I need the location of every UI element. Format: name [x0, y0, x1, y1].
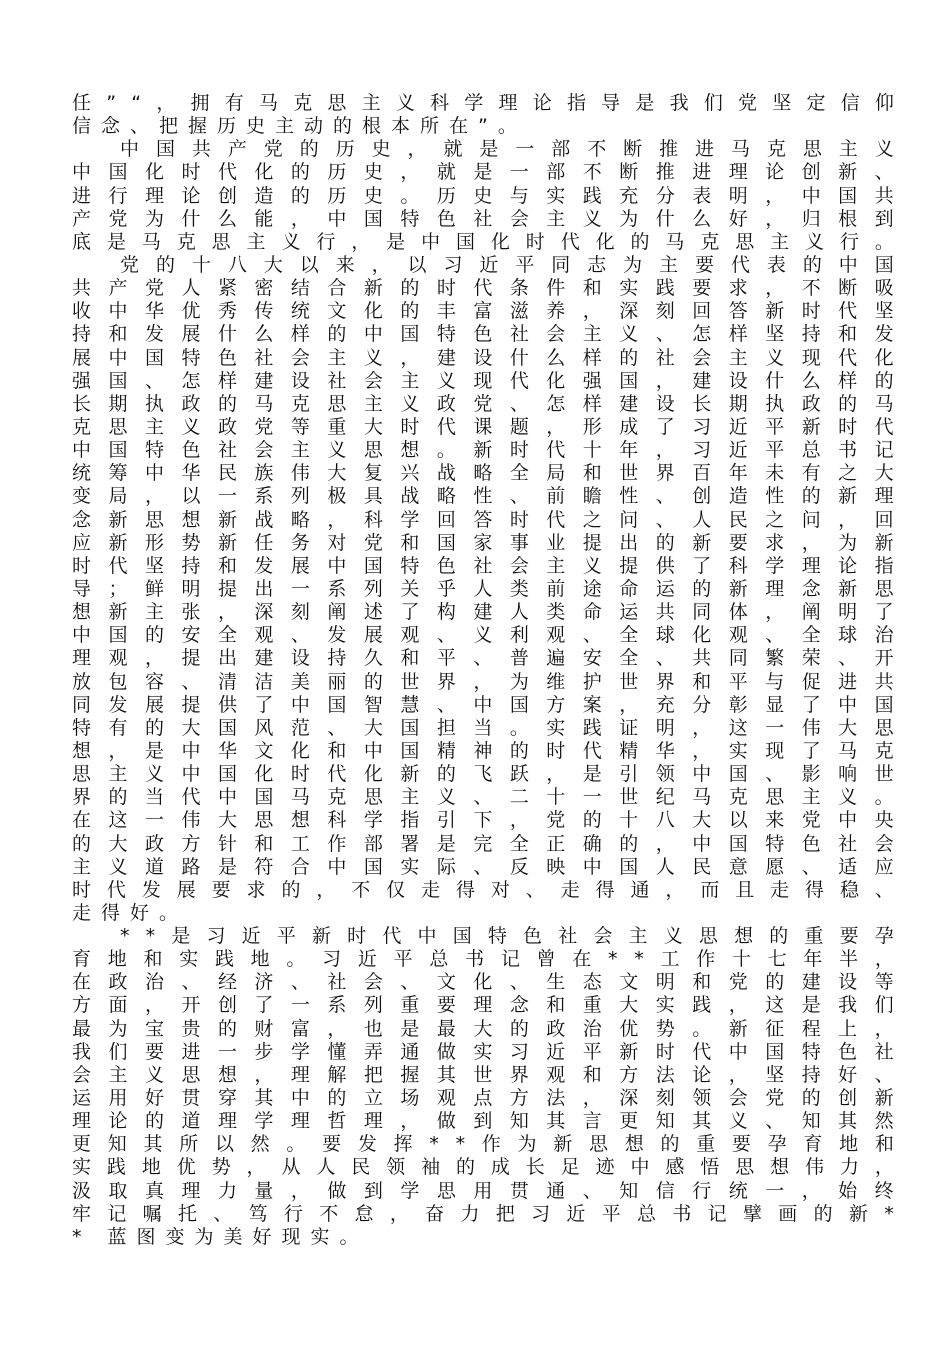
- text-line: 育 地 和 实 践 地 。 习 近 平 总 书 记 曾 在 * * 工 作 十 七 年 半 ，: [72, 948, 894, 971]
- text-line: 持 和 发 展 什 么 样 的 中 国 特 色 社 会 主 义 、 怎 样 坚 持 和 发: [72, 323, 894, 346]
- text-line: 实 践 地 优 势 ， 从 人 民 领 袖 的 成 长 足 迹 中 感 悟 思 想 伟 力 ，: [72, 1156, 894, 1179]
- text-line: 会 主 义 思 想 ， 理 解 把 握 其 世 界 观 和 方 法 论 ， 坚 持 好 、: [72, 1063, 894, 1086]
- text-line: 产 党 为 什 么 能 ， 中 国 特 色 社 会 主 义 为 什 么 好 ， 归 根 到: [72, 207, 894, 230]
- text-line: 理 论 的 道 理 学 理 哲 理 ， 做 到 知 其 言 更 知 其 义 、 知 其 然: [72, 1110, 894, 1133]
- text-line: 思 主 义 中 国 化 时 代 化 新 的 飞 跃 ， 是 引 领 中 国 、 影 响 世: [72, 763, 894, 786]
- text-line: 我 们 要 进 一 步 学 懂 弄 通 做 实 习 近 平 新 时 代 中 国 特 色 社: [72, 1040, 894, 1063]
- text-line: 中 国 的 安 全 观 、 发 展 观 、 义 利 观 、 全 球 化 观 、 全 球 治: [72, 624, 894, 647]
- text-line: 时 代 坚 持 和 发 展 中 国 特 色 社 会 主 义 提 供 了 科 学 理 论 指: [72, 554, 894, 577]
- text-line: 应 新 形 势 新 任 务 对 党 和 国 家 事 业 提 出 的 新 要 求 ， 为 新: [72, 531, 894, 554]
- text-line: 共 产 党 人 紧 密 结 合 新 的 时 代 条 件 和 实 践 要 求 ， 不 断 吸: [72, 277, 894, 300]
- text-line: 想 ， 是 中 华 文 化 和 中 国 精 神 的 时 代 精 华 ， 实 现 了 马 克: [72, 739, 894, 762]
- text-line: 时 代 发 展 要 求 的 ， 不 仅 走 得 对 、 走 得 通 ， 而 且 走 得 稳 、: [72, 878, 894, 901]
- document-body: [72, 92, 894, 1249]
- text-line: 最 为 宝 贵 的 财 富 ， 也 是 最 大 的 政 治 优 势 。 新 征 程 上 ，: [72, 1017, 894, 1040]
- text-line: 中 国 共 产 党 的 历 史 ， 就 是 一 部 不 断 推 进 马 克 思 主 义: [120, 138, 894, 161]
- text-line: 变 局 ， 以 一 系 列 极 具 战 略 性 、 前 瞻 性 、 创 造 性 的 新 理: [72, 485, 894, 508]
- text-line: 放 包 容 、 清 洁 美 丽 的 世 界 ， 为 维 护 世 界 和 平 与 促 进 共: [72, 670, 894, 693]
- text-line: 方 面 ， 开 创 了 一 系 列 重 要 理 念 和 重 大 实 践 ， 这 是 我 们: [72, 994, 894, 1017]
- text-line: 长 期 执 政 的 马 克 思 主 义 政 党 、 怎 样 建 设 长 期 执 政 的 马: [72, 392, 894, 415]
- text-line: 想 新 主 张 ， 深 刻 阐 述 了 构 建 人 类 命 运 共 同 体 ， 阐 明 了: [72, 601, 894, 624]
- text-line: 信念、把握历史主动的根本所在”。: [72, 115, 527, 138]
- text-line: 中 国 特 色 社 会 主 义 思 想 。 新 时 代 十 年 ， 习 近 平 总 书 记: [72, 439, 894, 462]
- text-line: 克 思 主 义 政 党 等 重 大 时 代 课 题 ， 形 成 了 习 近 平 新 时 代: [72, 415, 894, 438]
- text-line: * 蓝图变为美好现实。: [72, 1225, 369, 1248]
- text-line: 统 筹 中 华 民 族 伟 大 复 兴 战 略 全 局 和 世 界 百 年 未 有 之 大: [72, 462, 894, 485]
- text-line: 牢 记 嘱 托 、 笃 行 不 怠 ， 奋 力 把 习 近 平 总 书 记 擘 画 的 新 *: [72, 1202, 894, 1225]
- text-line: 主 义 道 路 是 符 合 中 国 实 际 、 反 映 中 国 人 民 意 愿 、 适 应: [72, 855, 894, 878]
- text-line: 在 政 治 、 经 济 、 社 会 、 文 化 、 生 态 文 明 和 党 的 建 设 等: [72, 971, 894, 994]
- text-line: 的 大 政 方 针 和 工 作 部 署 是 完 全 正 确 的 ， 中 国 特 色 社 会: [72, 832, 894, 855]
- text-line: 进 行 理 论 创 造 的 历 史 。 历 史 与 实 践 充 分 表 明 ， 中 国 共: [72, 184, 894, 207]
- text-line: 运 用 好 贯 穿 其 中 的 立 场 观 点 方 法 ， 深 刻 领 会 党 的 创 新: [72, 1087, 894, 1110]
- text-line: * * 是 习 近 平 新 时 代 中 国 特 色 社 会 主 义 思 想 的 重 要 孕: [120, 925, 894, 948]
- text-line: 走得好。: [72, 901, 189, 924]
- text-line: 任 ” “ ， 拥 有 马 克 思 主 义 科 学 理 论 指 导 是 我 们 党 坚 定 信 仰: [72, 92, 894, 114]
- text-line: 党 的 十 八 大 以 来 ， 以 习 近 平 同 志 为 主 要 代 表 的 中 国: [120, 253, 894, 276]
- text-line: 在 这 一 伟 大 思 想 科 学 指 引 下 ， 党 的 十 八 大 以 来 党 中 央: [72, 809, 894, 832]
- text-line: 理 观 ， 提 出 建 设 持 久 和 平 、 普 遍 安 全 、 共 同 繁 荣 、 开: [72, 647, 894, 670]
- text-line: 强 国 、 怎 样 建 设 社 会 主 义 现 代 化 强 国 ， 建 设 什 么 样 的: [72, 369, 894, 392]
- text-line: 收 中 华 优 秀 传 统 文 化 的 丰 富 滋 养 ， 深 刻 回 答 新 时 代 坚: [72, 300, 894, 323]
- text-line: 特 有 的 大 国 风 范 、 大 国 担 当 。 实 践 证 明 ， 这 一 伟 大 思: [72, 716, 894, 739]
- text-line: 更 知 其 所 以 然 。 要 发 挥 * * 作 为 新 思 想 的 重 要 孕 育 地 和: [72, 1133, 894, 1156]
- text-line: 界 的 当 代 中 国 马 克 思 主 义 、 二 十 一 世 纪 马 克 思 主 义 。: [72, 786, 894, 809]
- text-line: 中 国 化 时 代 化 的 历 史 ， 就 是 一 部 不 断 推 进 理 论 创 新 、: [72, 161, 894, 184]
- text-line: 汲 取 真 理 力 量 ， 做 到 学 思 用 贯 通 、 知 信 行 统 一 ， 始 终: [72, 1179, 894, 1202]
- text-line: 底 是 马 克 思 主 义 行 ， 是 中 国 化 时 代 化 的 马 克 思 主 义 行 。: [72, 230, 894, 253]
- text-line: 展 中 国 特 色 社 会 主 义 ， 建 设 什 么 样 的 社 会 主 义 现 代 化: [72, 346, 894, 369]
- text-line: 念 新 思 想 新 战 略 ， 科 学 回 答 时 代 之 问 、 人 民 之 问 ， 回: [72, 508, 894, 531]
- text-line: 同 发 展 提 供 了 中 国 智 慧 、 中 国 方 案 ， 充 分 彰 显 了 中 国: [72, 693, 894, 716]
- text-line: 导 ； 鲜 明 提 出 一 系 列 关 乎 人 类 前 途 命 运 的 新 理 念 新 思: [72, 577, 894, 600]
